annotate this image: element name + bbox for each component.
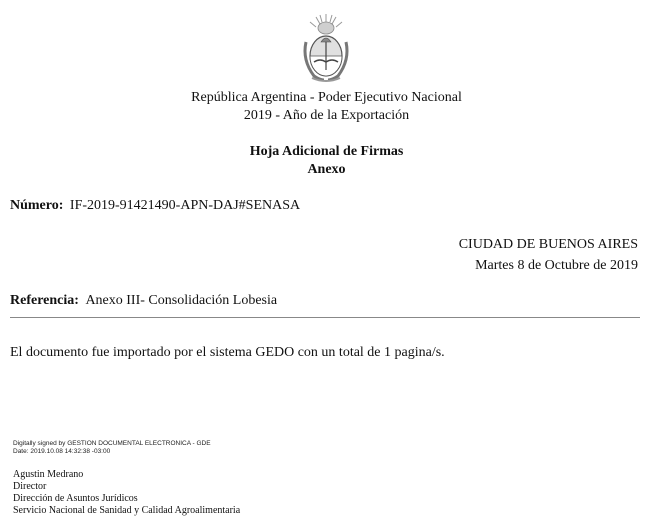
referencia-row — [10, 293, 277, 309]
header-line-1: República Argentina - Poder Ejecutivo Nacional — [191, 90, 462, 105]
referencia-value: Anexo III- Consolidación Lobesia — [85, 293, 278, 308]
digital-signature-date: Date: 2019.10.08 14:32:38 -03:00 — [13, 448, 111, 455]
page-title: Hoja Adicional de Firmas — [249, 144, 404, 159]
signer-name: Agustin Medrano — [13, 469, 84, 480]
signer-block — [13, 469, 240, 517]
divider — [10, 317, 640, 318]
date: Martes 8 de Octubre de 2019 — [475, 258, 638, 273]
digital-signature — [13, 440, 211, 456]
page-subtitle: Anexo — [307, 162, 346, 177]
numero-label: Número: — [10, 198, 64, 213]
referencia-label: Referencia: — [10, 293, 79, 308]
numero-row — [10, 198, 300, 214]
body-text: El documento fue importado por el sistema GEDO con un total de 1 pagina/s. — [10, 345, 445, 360]
city: CIUDAD DE BUENOS AIRES — [458, 237, 638, 252]
signer-agency: Servicio Nacional de Sanidad y Calidad Agroalimentaria — [13, 505, 241, 516]
argentina-coat-of-arms-icon — [300, 12, 352, 84]
digital-signature-line-1: Digitally signed by GESTION DOCUMENTAL ELECTRONICA - GDE — [13, 440, 211, 447]
signer-office: Dirección de Asuntos Jurídicos — [13, 493, 138, 504]
signer-role: Director — [13, 481, 47, 492]
numero-value: IF-2019-91421490-APN-DAJ#SENASA — [69, 198, 301, 213]
header-line-2: 2019 - Año de la Exportación — [243, 108, 410, 123]
